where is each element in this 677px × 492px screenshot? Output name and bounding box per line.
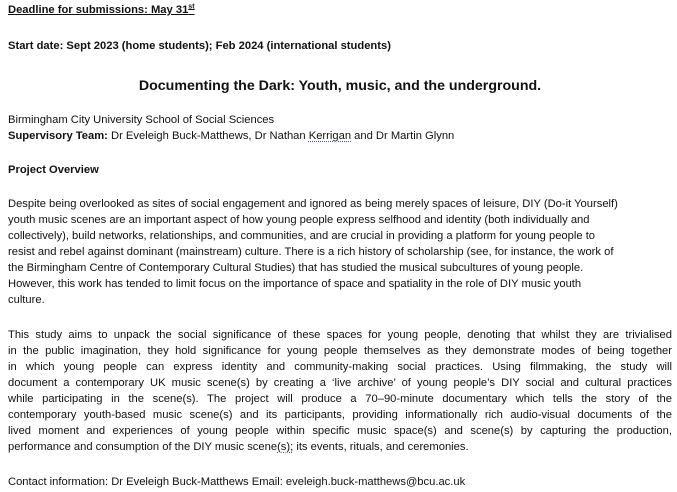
supervisory-team-label: Supervisory Team: [8, 130, 108, 142]
paragraph-line: culture. [8, 294, 45, 306]
deadline-text: Deadline for submissions: May 31 [8, 4, 189, 16]
school-name: Birmingham City University School of Social Sciences [8, 114, 275, 126]
paragraph-line: However, this work has tended to limit focus on the importance of space and spatiality in the role of DIY music youth [8, 278, 582, 290]
paragraph-line: Despite being overlooked as sites of social engagement and ignored as being merely spaces of leisure, DIY (Do-it Yourself) [8, 198, 618, 210]
spellcheck-flagged-text[interactable]: (s); [277, 441, 294, 453]
paragraph-line: while participating in the scene(s). The project will produce a 70–90-minute documentary which tells the story of the [8, 393, 672, 405]
supervisory-team-names-start: Dr Eveleigh Buck-Matthews, Dr Nathan [107, 130, 309, 142]
supervisory-team-line [8, 128, 454, 144]
deadline-ordinal-suffix: st [188, 3, 195, 11]
supervisory-team-names-end: and Dr Martin Glynn [351, 130, 455, 142]
paragraph-line: document a contemporary UK music scene(s) by creating a ‘live archive’ of young people’s DIY social and cultural practices [8, 377, 672, 389]
spellcheck-flagged-word[interactable]: Kerrigan [308, 130, 352, 142]
paragraph-line: in which young people can express identity and community-making social practices. Using filmmaking, the study will [8, 361, 672, 373]
document-title: Documenting the Dark: Youth, music, and the underground. [138, 78, 542, 94]
paragraph-line: collectively), build networks, relationships, and communities, and are crucial in providing a platform for young people to [8, 230, 596, 242]
paragraph-line: youth music scenes are an important aspect of how young people express selfhood and identity (both individually and [8, 214, 590, 226]
paragraph-last-line [8, 439, 672, 455]
paragraph-line: contemporary youth-based music scene(s) and its participants, providing informationally rich audio-visual documents of the [8, 409, 672, 421]
overview-paragraph-1 [8, 196, 672, 308]
contact-information: Contact information: Dr Eveleigh Buck-Matthews Email: eveleigh.buck-matthews@bcu.ac.uk [8, 476, 466, 488]
last-line-start: performance and consumption of the DIY music scene [8, 441, 278, 453]
overview-paragraph-2 [8, 327, 672, 455]
paragraph-line: resist and rebel against dominant (mainstream) culture. There is a rich history of scholarship (see, for instance, the work of [8, 246, 614, 258]
paragraph-line: This study aims to unpack the social significance of these spaces for young people, denoting that whilst they are trivialised [8, 329, 672, 341]
paragraph-line: lived moment and experiences of young people within specific music space(s) and scene(s) by capturing the production, [8, 425, 672, 437]
deadline-line [8, 2, 195, 18]
paragraph-line: the Birmingham Centre of Contemporary Cultural Studies) that has studied the musical subcultures of young people. [8, 262, 584, 274]
paragraph-line: in the public imagination, they hold significance for young people themselves as they demonstrate modes of being together [8, 345, 672, 357]
last-line-end: its events, rituals, and ceremonies. [293, 441, 469, 453]
project-overview-heading: Project Overview [8, 164, 99, 176]
start-date-line: Start date: Sept 2023 (home students); Feb 2024 (international students) [8, 40, 391, 52]
